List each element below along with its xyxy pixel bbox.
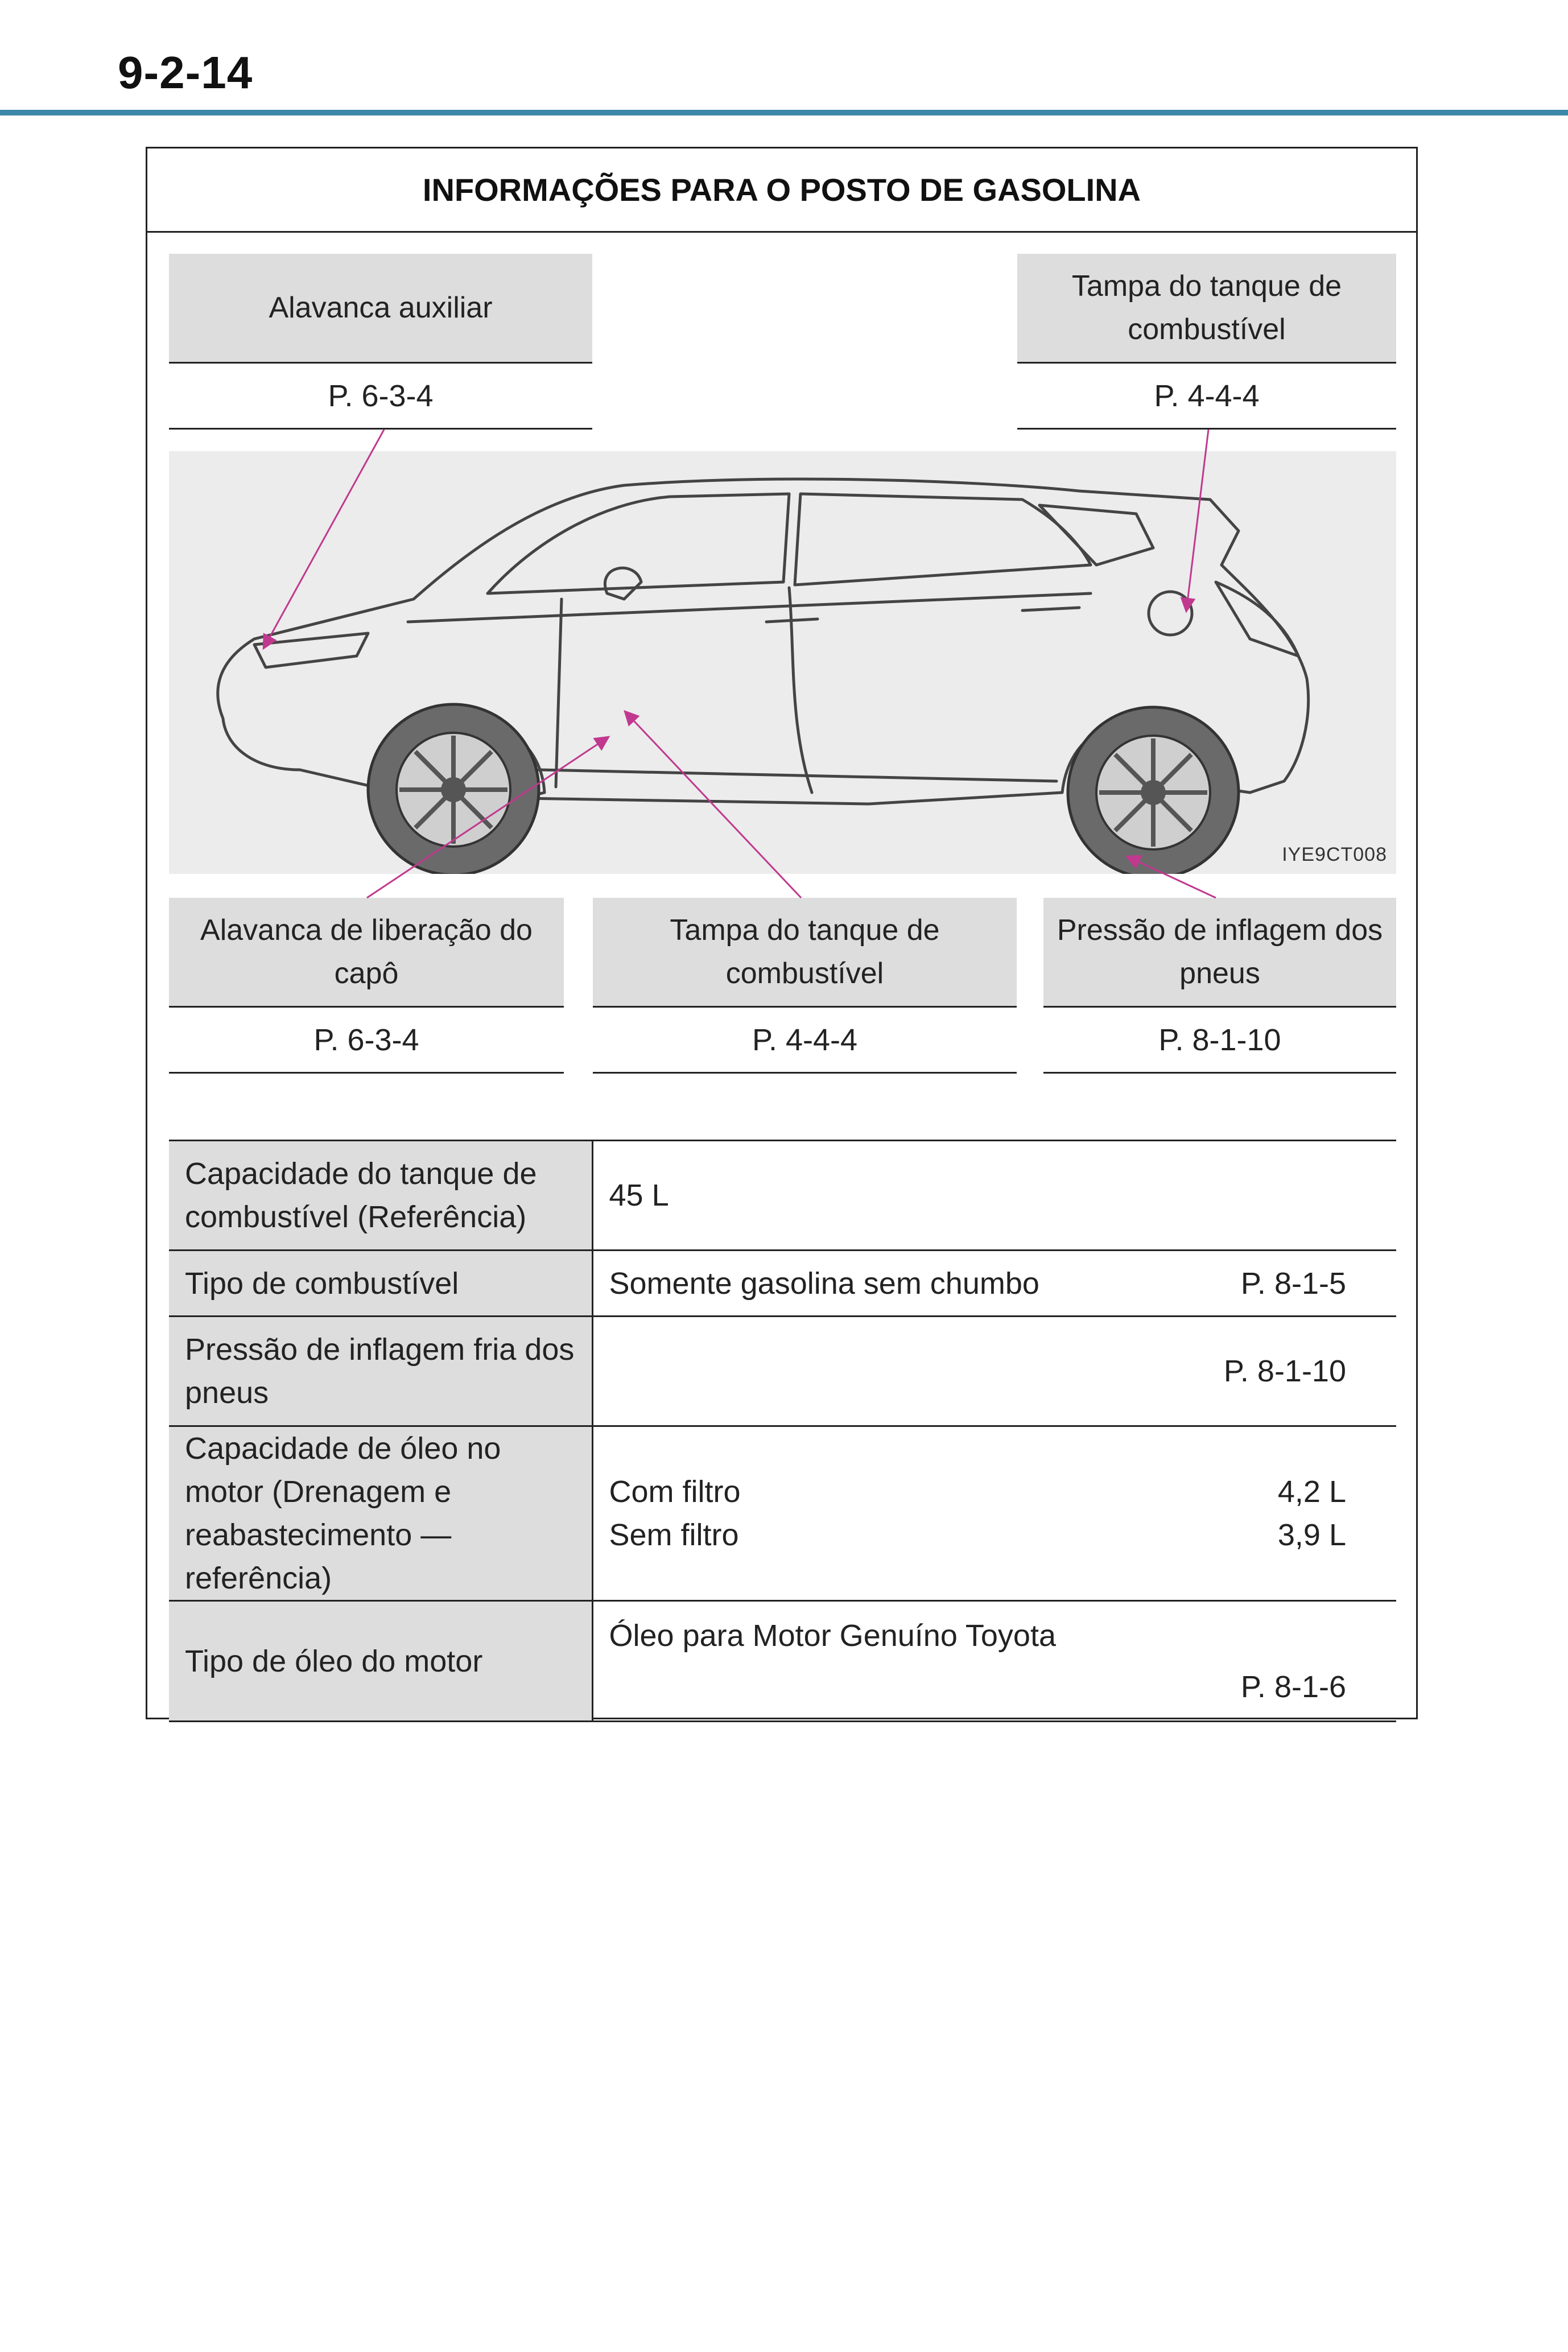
fuel-type-ref[interactable]: P. 8-1-5 (1240, 1266, 1346, 1301)
spec-key-oil-type: Tipo de óleo do motor (169, 1601, 592, 1722)
car-handle-front (766, 619, 818, 622)
callout-ref-fuel-door-top[interactable]: P. 4-4-4 (1017, 364, 1396, 430)
car-window-front (488, 494, 789, 593)
oil-without-filter-label: Sem filtro (609, 1518, 739, 1552)
car-illustration (169, 451, 1396, 874)
frame-title: INFORMAÇÕES PARA O POSTO DE GASOLINA (147, 148, 1416, 233)
oil-with-filter-label: Com filtro (609, 1475, 741, 1509)
oil-without-filter-value: 3,9 L (1277, 1518, 1346, 1552)
spec-val-oil-type (592, 1601, 1396, 1722)
callout-ref-auxiliary-lever[interactable]: P. 6-3-4 (169, 364, 592, 430)
spec-val-oil-capacity (592, 1426, 1396, 1601)
fuel-capacity-value: 45 L (609, 1178, 669, 1212)
callout-label-auxiliary-lever: Alavanca auxiliar (169, 254, 592, 364)
car-taillight (1216, 582, 1298, 656)
car-window-quarter (1039, 505, 1153, 565)
callout-ref-tire-pressure[interactable]: P. 8-1-10 (1043, 1008, 1396, 1074)
car-mirror (605, 568, 641, 599)
header-rule (0, 110, 1568, 115)
spec-val-tire-pressure (592, 1317, 1396, 1426)
car-door-front (556, 599, 562, 787)
car-window-rear (795, 494, 1091, 585)
spec-row-oil-type (169, 1601, 1396, 1722)
callout-label-hood-release: Alavanca de liberação do capô (169, 898, 564, 1008)
oil-type-ref[interactable]: P. 8-1-6 (1240, 1669, 1346, 1704)
spec-key-fuel-type: Tipo de combustível (169, 1251, 592, 1317)
car-fuel-door (1149, 592, 1192, 635)
callout-ref-hood-release[interactable]: P. 6-3-4 (169, 1008, 564, 1074)
spec-row-tire-pressure (169, 1317, 1396, 1426)
spec-key-fuel-capacity: Capacidade do tanque de combustível (Referência) (169, 1141, 592, 1251)
car-front-wheel (368, 704, 539, 874)
car-drawing (169, 451, 1396, 874)
oil-with-filter-value: 4,2 L (1277, 1475, 1346, 1509)
spec-row-fuel-capacity (169, 1141, 1396, 1251)
car-sill (539, 770, 1057, 781)
spec-row-oil-capacity (169, 1426, 1396, 1601)
fuel-type-value: Somente gasolina sem chumbo (609, 1266, 1039, 1301)
spec-val-fuel-type (592, 1251, 1396, 1317)
spec-val-fuel-capacity (592, 1141, 1396, 1251)
callout-label-fuel-door-top: Tampa do tanque de combustível (1017, 254, 1396, 364)
spec-key-tire-pressure: Pressão de inflagem fria dos pneus (169, 1317, 592, 1426)
image-code: IYE9CT008 (1282, 844, 1387, 865)
oil-type-value: Óleo para Motor Genuíno Toyota (609, 1618, 1056, 1653)
car-headlight (254, 633, 368, 667)
spec-table (169, 1140, 1396, 1722)
car-handle-rear (1022, 608, 1079, 610)
spec-key-oil-capacity: Capacidade de óleo no motor (Drenagem e reabastecimento — referência) (169, 1426, 592, 1601)
car-rear-wheel (1068, 707, 1239, 874)
callout-label-fuel-door-bottom: Tampa do tanque de combustível (593, 898, 1017, 1008)
tire-pressure-ref[interactable]: P. 8-1-10 (1223, 1354, 1346, 1388)
page-number: 9-2-14 (118, 47, 253, 98)
spec-row-fuel-type (169, 1251, 1396, 1317)
car-beltline (408, 593, 1091, 622)
callout-ref-fuel-door-bottom[interactable]: P. 4-4-4 (593, 1008, 1017, 1074)
callout-label-tire-pressure: Pressão de inflagem dos pneus (1043, 898, 1396, 1008)
